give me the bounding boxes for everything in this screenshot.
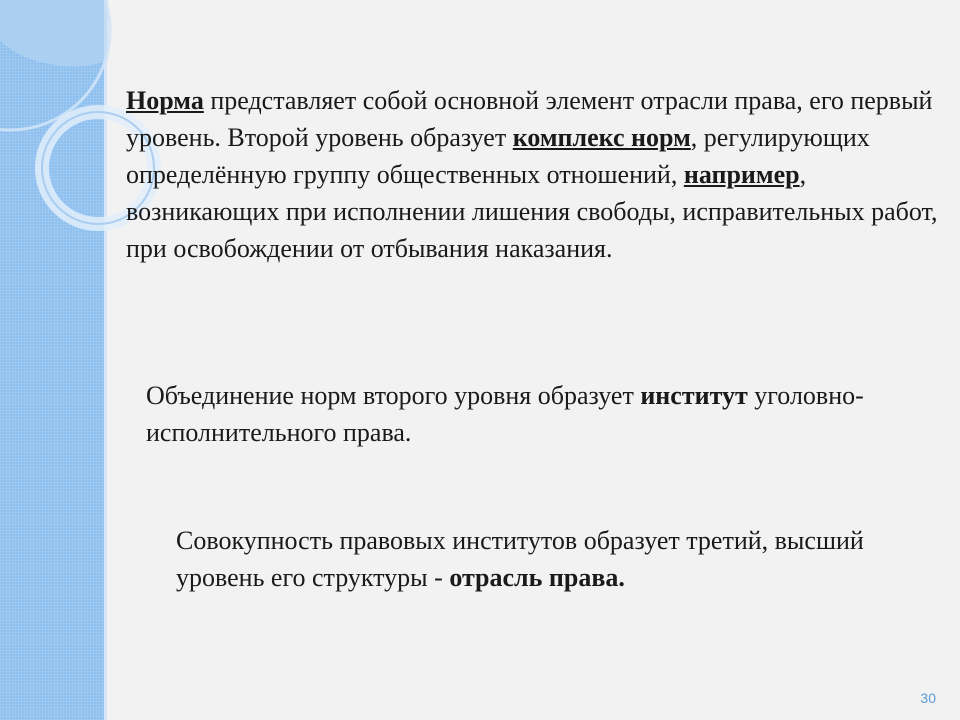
term-kompleks-norm: комплекс норм [512,123,691,152]
paragraph-institute [146,377,916,451]
term-norma: Норма [126,86,204,115]
paragraph3-text-a: Совокупность правовых институтов образует третий, высший уровень его структуры - [176,526,864,592]
term-naprimer: например [683,160,800,189]
term-otrasl-prava: отрасль права. [449,563,625,592]
paragraph-branch-of-law [176,522,876,596]
term-institut: институт [640,381,748,410]
paragraph1-text-a: представляет собой основной элемент отрасли права, его первый уровень. Второй уровень образует [126,86,933,152]
decorative-shape [0,0,108,67]
paragraph-norm-definition [126,82,938,267]
paragraph1-text-b: , регулирующих определённую группу общественных отношений, [126,123,870,189]
paragraph2-text-a: Объединение норм второго уровня образует [146,381,641,410]
paragraph2-text-b: уголовно-исполнительного права. [146,381,864,447]
paragraph1-text-c: , возникающих при исполнении лишения свободы, исправительных работ, при освобождении от отбывания наказания. [126,160,938,263]
page-number: 30 [920,690,936,706]
